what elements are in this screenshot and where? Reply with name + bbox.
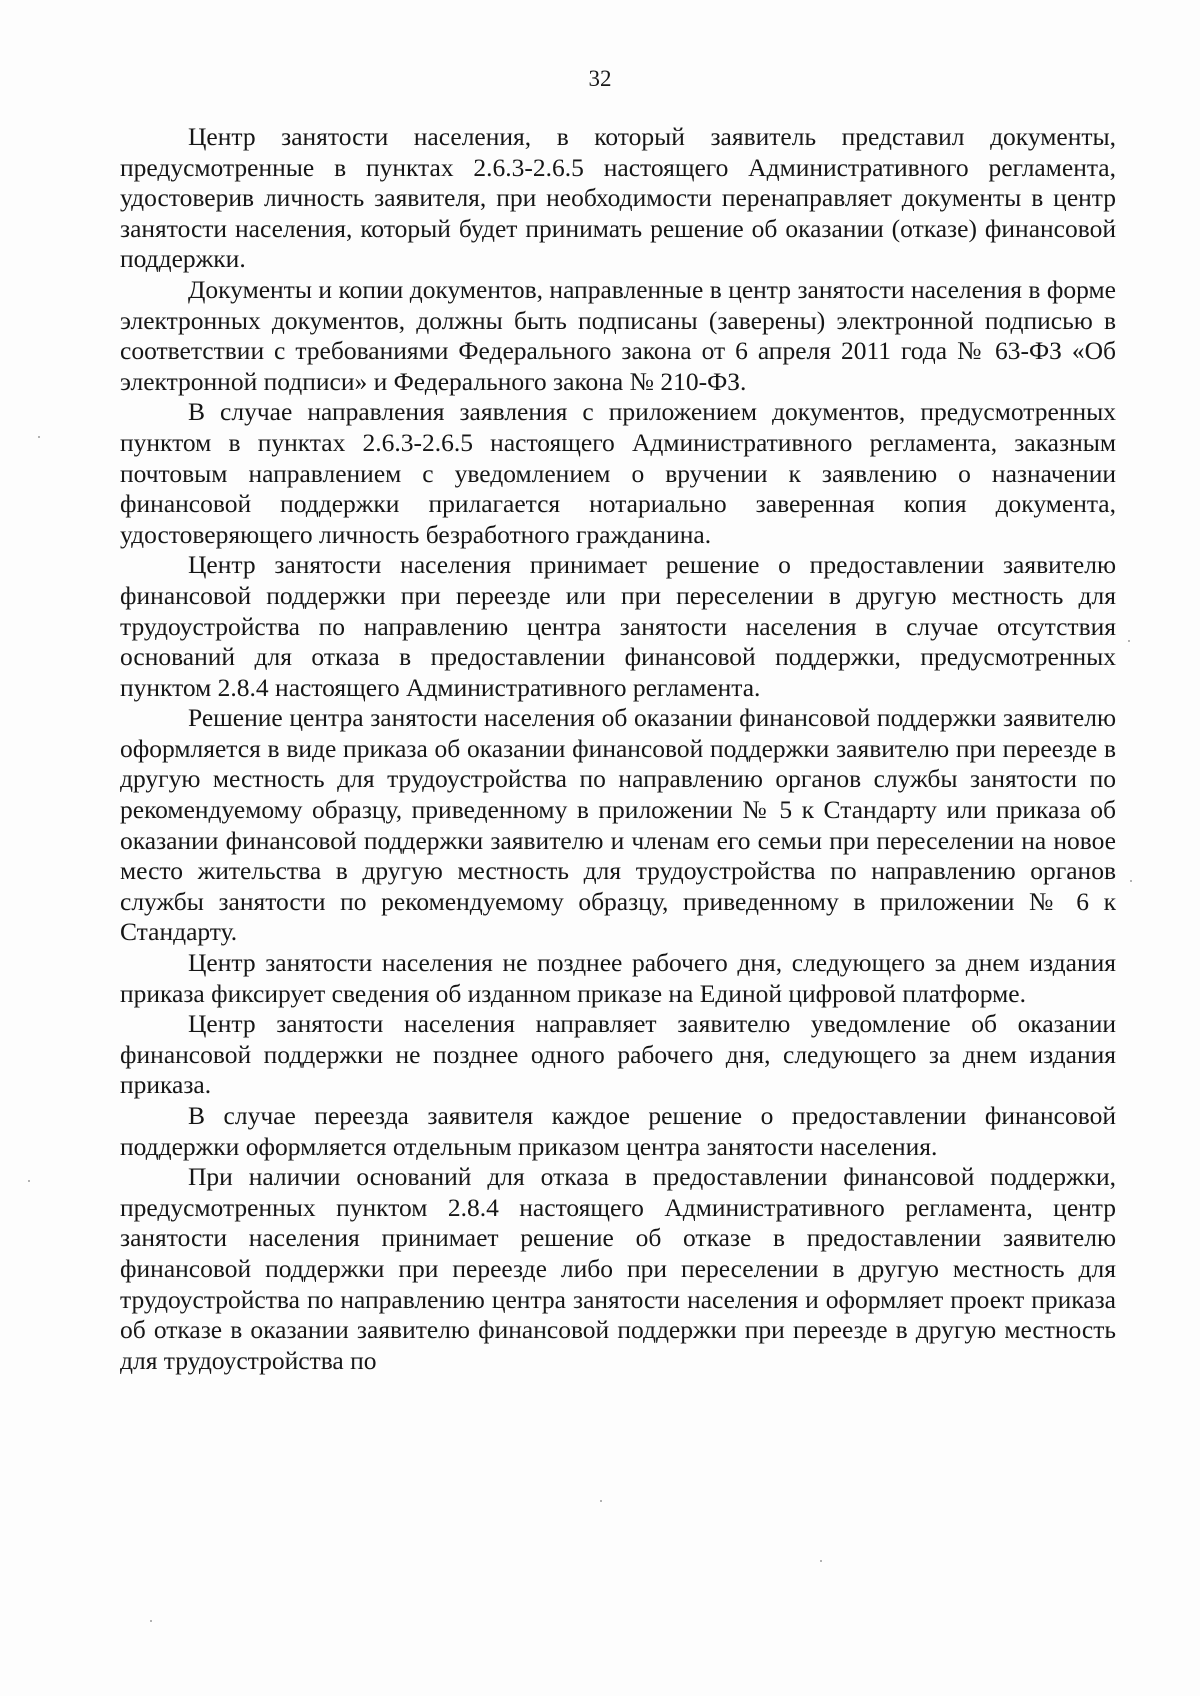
scan-speck (820, 1560, 822, 1562)
paragraph: Решение центра занятости населения об оказании финансовой поддержки заявителю оформляется в виде приказа об оказании финансовой поддержки заявителю при переезде в другую местность для трудоустройства по направлению органов службы занятости по рекомендуемому образцу, приведенному в приложении № 5 к Стандарту или приказа об оказании финансовой поддержки заявителю и членам его семьи при переселении на новое место жительства в другую местность для трудоустройства по направлению органов службы занятости по рекомендуемому образцу, приведенному в приложении № 6 к Стандарту. (120, 703, 1116, 947)
paragraph: Центр занятости населения, в который заявитель представил документы, предусмотренные в пунктах 2.6.3-2.6.5 настоящего Административного регламента, удостоверив личность заявителя, при необходимости перенаправляет документы в центр занятости населения, который будет принимать решение об оказании (отказе) финансовой поддержки. (120, 122, 1116, 274)
paragraph: При наличии оснований для отказа в предоставлении финансовой поддержки, предусмотренных пунктом 2.8.4 настоящего Административного регламента, центр занятости населения принимает решение об отказе в предоставлении заявителю финансовой поддержки при переезде либо при переселении в другую местность для трудоустройства по направлению центра занятости населения и оформляет проект приказа об отказе в оказании заявителю финансовой поддержки при переезде в другую местность для трудоустройства по (120, 1162, 1116, 1375)
scan-speck (38, 436, 40, 438)
scan-speck (28, 1180, 30, 1182)
paragraph: Документы и копии документов, направленные в центр занятости населения в форме электронных документов, должны быть подписаны (заверены) электронной подписью в соответствии с требованиями Федерального закона от 6 апреля 2011 года № 63-ФЗ «Об электронной подписи» и Федерального закона № 210-ФЗ. (120, 274, 1116, 396)
scan-speck (1130, 880, 1132, 882)
scan-speck (1128, 640, 1130, 642)
scan-speck (150, 1620, 152, 1622)
paragraph: Центр занятости населения принимает решение о предоставлении заявителю финансовой поддержки при переезде или при переселении в другую местность для трудоустройства по направлению центра занятости населения в случае отсутствия оснований для отказа в предоставлении финансовой поддержки, предусмотренных пунктом 2.8.4 настоящего Административного регламента. (120, 550, 1116, 702)
paragraph: Центр занятости населения направляет заявителю уведомление об оказании финансовой поддержки не позднее одного рабочего дня, следующего за днем издания приказа. (120, 1009, 1116, 1100)
page-number: 32 (588, 66, 612, 91)
document-body (120, 122, 1116, 1376)
paragraph: В случае направления заявления с приложением документов, предусмотренных пунктом в пунктах 2.6.3-2.6.5 настоящего Административного регламента, заказным почтовым направлением с уведомлением о вручении к заявлению о назначении финансовой поддержки прилагается нотариально заверенная копия документа, удостоверяющего личность безработного гражданина. (120, 397, 1116, 549)
scan-speck (600, 1500, 602, 1502)
paragraph: Центр занятости населения не позднее рабочего дня, следующего за днем издания приказа фиксирует сведения об изданном приказе на Единой цифровой платформе. (120, 948, 1116, 1008)
paragraph: В случае переезда заявителя каждое решение о предоставлении финансовой поддержки оформляется отдельным приказом центра занятости населения. (120, 1101, 1116, 1161)
